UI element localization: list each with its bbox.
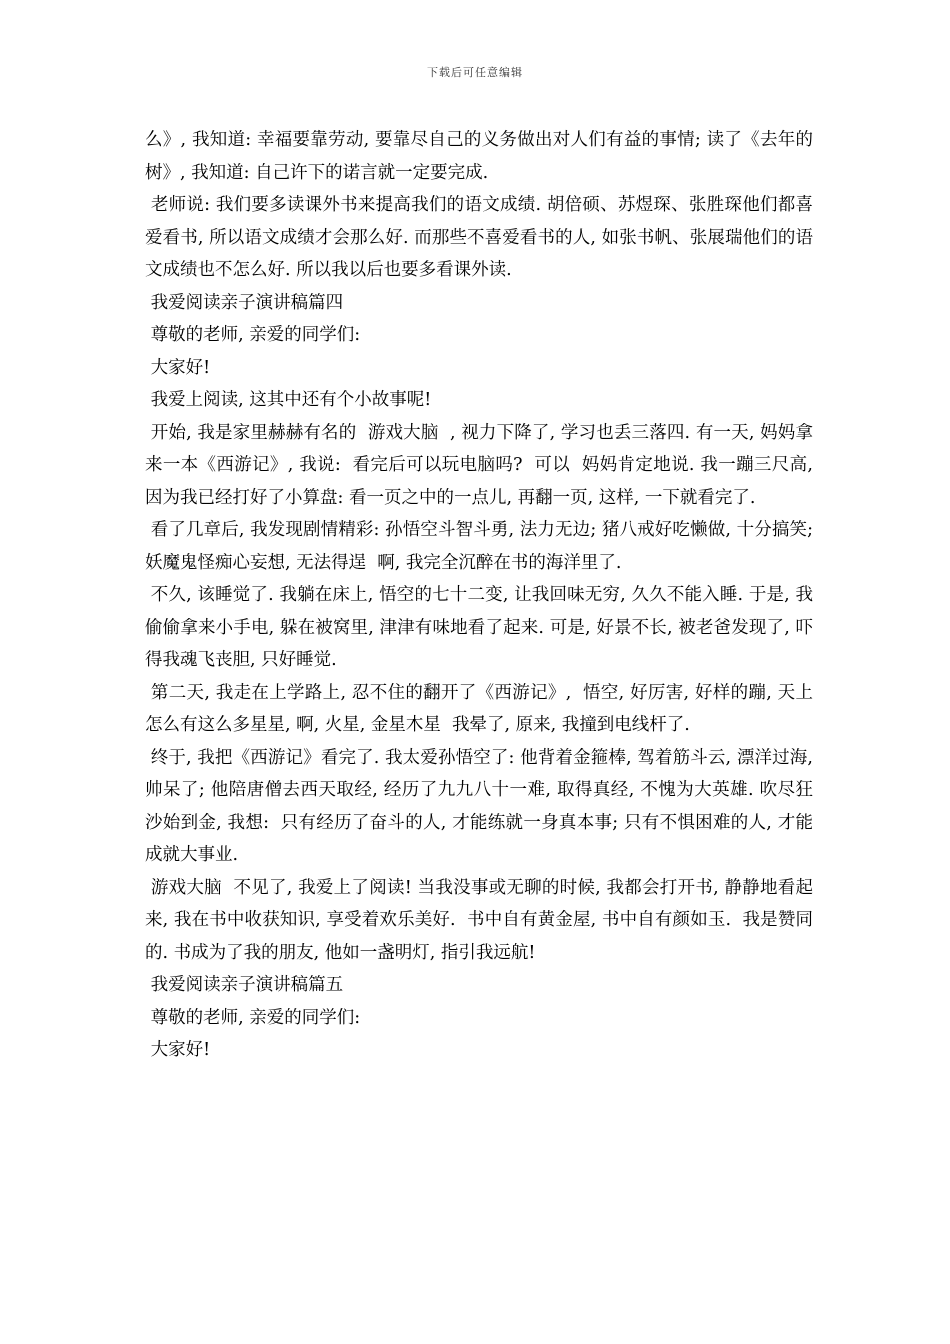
paragraph: 看了几章后, 我发现剧情精彩: 孙悟空斗智斗勇, 法力无边; 猪八戒好吃懒做, 十分搞笑; 妖魔鬼怪痴心妄想, 无法得逞 啊, 我完全沉醉在书的海洋里了. [145,520,819,573]
salutation: 尊敬的老师, 亲爱的同学们: [145,325,361,345]
section-heading: 我爱阅读亲子演讲稿篇四 [145,292,344,313]
paragraph: 么》, 我知道: 幸福要靠劳动, 要靠尽自己的义务做出对人们有益的事情; 读了《去年的树》, 我知道: 自己许下的诺言就一定要完成. [145,130,813,183]
greeting: 大家好! [145,357,211,378]
paragraph: 第二天, 我走在上学路上, 忍不住的翻开了《西游记》, 悟空, 好厉害, 好样的蹦, 天上怎么有这么多星星, 啊, 火星, 金星木星 我晕了, 原来, 我撞到电线杆了. [145,682,813,735]
greeting: 大家好! [145,1040,211,1060]
document-body [145,124,819,1067]
paragraph: 我爱上阅读, 这其中还有个小故事呢! [145,390,432,410]
salutation: 尊敬的老师, 亲爱的同学们: [145,1007,361,1028]
paragraph: 不久, 该睡觉了. 我躺在床上, 悟空的七十二变, 让我回味无穷, 久久不能入睡. 于是, 我偷偷拿来小手电, 躲在被窝里, 津津有味地看了起来. 可是, 好景不长, 被老爸发现了, 吓得我魂飞丧胆, 只好睡觉. [145,585,813,670]
page-header: 下载后可任意编辑 [427,66,523,79]
paragraph: 终于, 我把《西游记》看完了. 我太爱孙悟空了: 他背着金箍棒, 驾着筋斗云, 漂洋过海, 帅呆了; 他陪唐僧去西天取经, 经历了九九八十一难, 取得真经, 不愧为大英雄. 吹尽狂沙始到金, 我想: 只有经历了奋斗的人, 才能练就一身真本事; 只有不惧困难的人, 才能成就大事业. [145,747,819,865]
section-heading: 我爱阅读亲子演讲稿篇五 [145,975,344,995]
paragraph: 老师说: 我们要多读课外书来提高我们的语文成绩. 胡倍硕、苏煜琛、张胜琛他们都喜爱看书, 所以语文成绩才会那么好. 而那些不喜爱看书的人, 如张书帆、张展瑞他们的语文成绩也不怎么好. 所以我以后也要多看课外读. [145,195,813,280]
paragraph: 开始, 我是家里赫赫有名的 游戏大脑 , 视力下降了, 学习也丢三落四. 有一天, 妈妈拿来一本《西游记》, 我说: 看完后可以玩电脑吗? 可以 妈妈肯定地说. 我一蹦三尺高, 因为我已经打好了小算盘: 看一页之中的一点儿, 再翻一页, 这样, 一下就看完了. [145,422,819,508]
paragraph: 游戏大脑 不见了, 我爱上了阅读! 当我没事或无聊的时候, 我都会打开书, 静静地看起来, 我在书中收获知识, 享受着欢乐美好. 书中自有黄金屋, 书中自有颜如玉. 我是赞同的. 书成为了我的朋友, 他如一盏明灯, 指引我远航! [145,877,813,963]
